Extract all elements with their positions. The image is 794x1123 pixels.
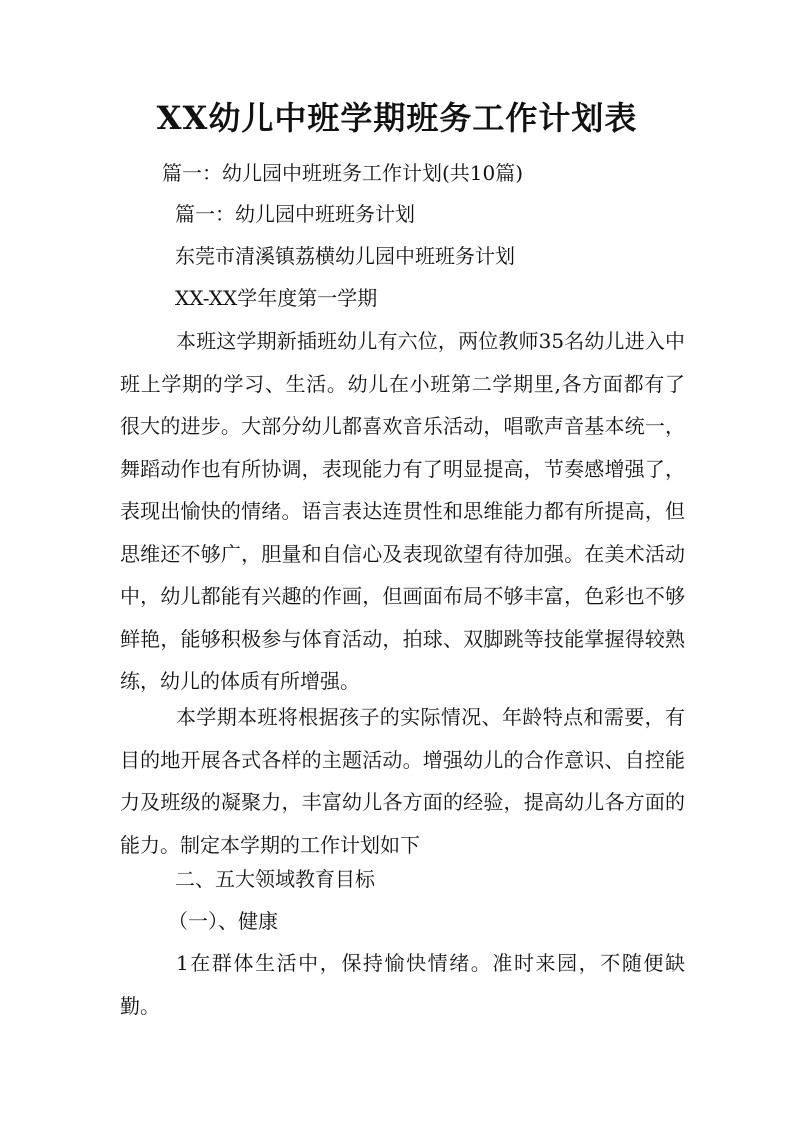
- subtitle-article: 篇一：幼儿园中班班务计划: [175, 202, 415, 226]
- school-plan-heading: 东莞市清溪镇荔横幼儿园中班班务计划: [175, 244, 515, 268]
- health-goal-paragraph: 1在群体生活中，保持愉快情绪。准时来园，不随便缺勤。: [120, 951, 685, 1018]
- subsection-heading: （一）、健康: [168, 909, 278, 933]
- class-situation-paragraph: 本班这学期新插班幼儿有六位，两位教师35名幼儿进入中班上学期的学习、生活。幼儿在小班第二学期里,各方面都有了很大的进步。大部分幼儿都喜欢音乐活动，唱歌声音基本统一，舞蹈动作也有所协调，表现能力有了明显提高，节奏感增强了，表现出愉快的情绪。语言表达连贯性和思维能力都有所提高，但思维还不够广，胆量和自信心及表现欲望有待加强。在美术活动中，幼儿都能有兴趣的作画，但画面布局不够丰富，色彩也不够鲜艳，能够积极参与体育活动，拍球、双脚跳等技能掌握得较熟练，幼儿的体质有所增强。: [120, 329, 685, 693]
- subtitle-collection: 篇一：幼儿园中班班务工作计划(共10篇): [162, 161, 524, 185]
- document-title: XX幼儿中班学期班务工作计划表: [156, 99, 638, 137]
- section-heading: 二、五大领域教育目标: [175, 867, 375, 891]
- semester-plan-paragraph: 本学期本班将根据孩子的实际情况、年龄特点和需要，有目的地开展各式各样的主题活动。增强幼儿的合作意识、自控能力及班级的凝聚力，丰富幼儿各方面的经验，提高幼儿各方面的能力。制定本学期的工作计划如下: [120, 705, 685, 857]
- term-heading: XX-XX学年度第一学期: [175, 286, 378, 310]
